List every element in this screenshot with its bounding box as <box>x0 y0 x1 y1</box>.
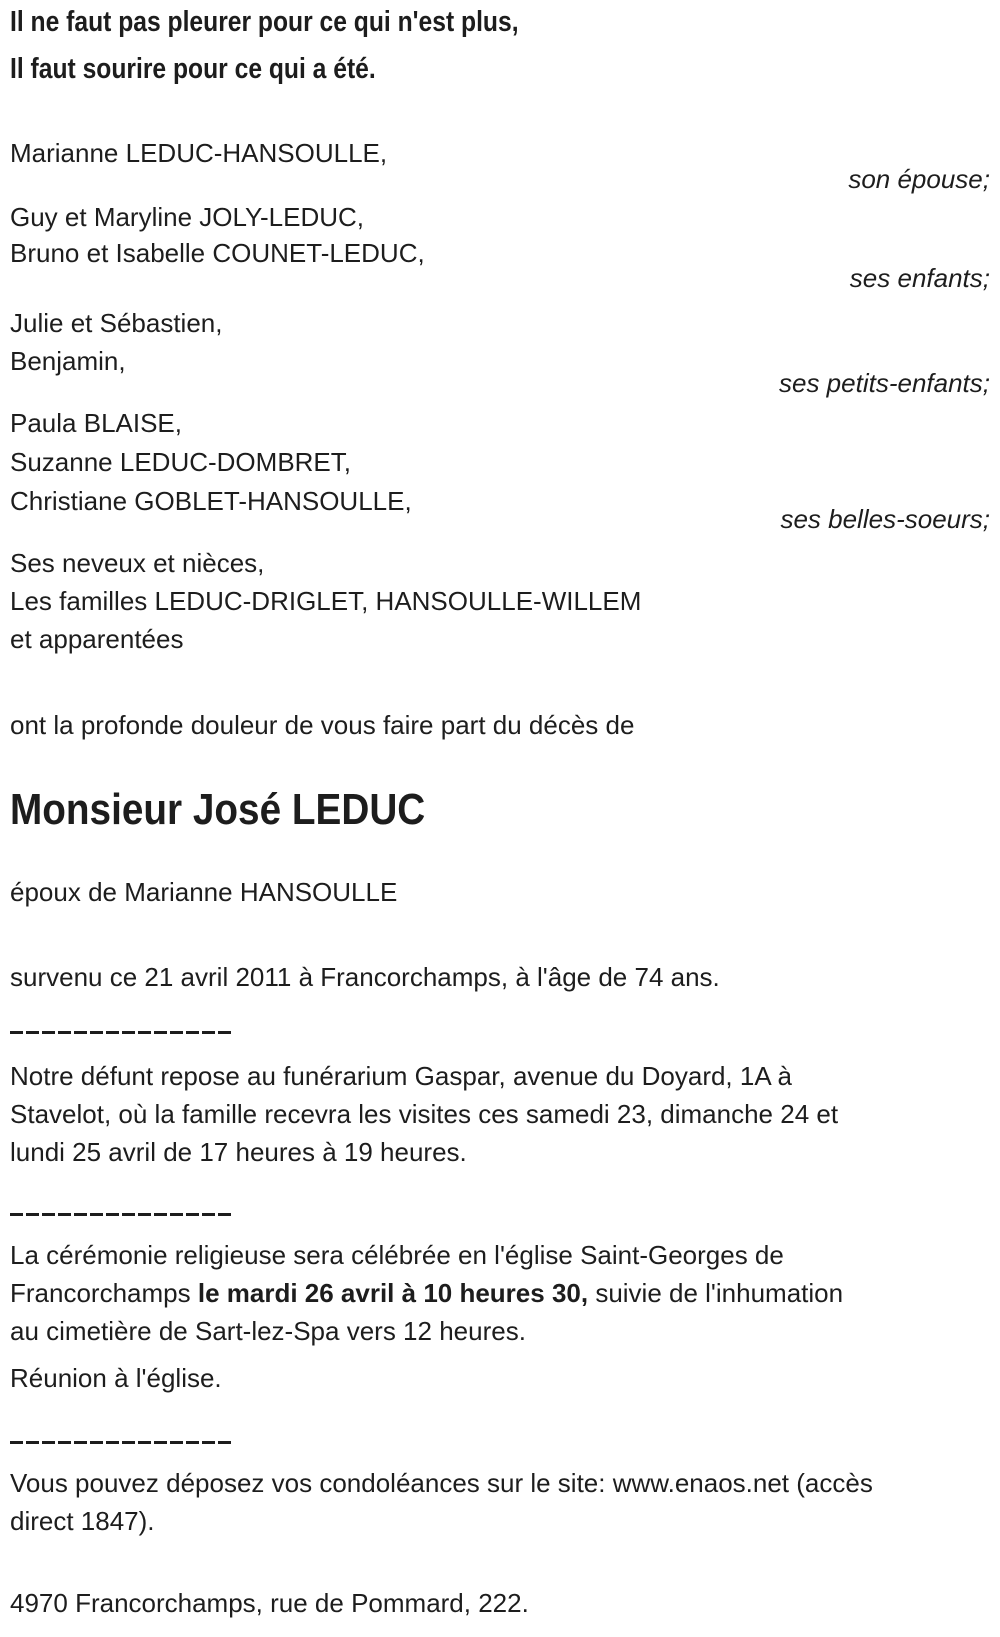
family-name: Guy et Maryline JOLY-LEDUC, <box>10 202 365 232</box>
ceremony-date-bold: le mardi 26 avril à 10 heures 30, <box>197 1278 589 1308</box>
quote-line-2: Il faut sourire pour ce qui a été. <box>10 53 376 85</box>
funeral-home-line: Stavelot, où la famille recevra les visites ces samedi 23, dimanche 24 et <box>10 1099 839 1129</box>
funeral-home-line: lundi 25 avril de 17 heures à 19 heures. <box>10 1137 467 1167</box>
spouse-line: époux de Marianne HANSOULLE <box>10 877 398 907</box>
ceremony-line <box>10 1274 990 1312</box>
family-name: Marianne LEDUC-HANSOULLE, <box>10 138 388 168</box>
ceremony-line: La cérémonie religieuse sera célébrée en l'église Saint-Georges de <box>10 1240 784 1270</box>
family-name: Les familles LEDUC-DRIGLET, HANSOULLE-WILLEM <box>10 586 642 616</box>
church-meeting-line: Réunion à l'église. <box>10 1363 222 1393</box>
family-name: et apparentées <box>10 624 184 654</box>
deceased-name-heading: Monsieur José LEDUC <box>10 785 426 834</box>
family-name: Paula BLAISE, <box>10 408 182 438</box>
condolences-line: Vous pouvez déposez vos condoléances sur le site: www.enaos.net (accès <box>10 1468 873 1498</box>
family-name: Christiane GOBLET-HANSOULLE, <box>10 486 412 516</box>
funeral-home-line: Notre défunt repose au funérarium Gaspar, avenue du Doyard, 1A à <box>10 1061 792 1091</box>
separator-line-3 <box>10 1441 232 1444</box>
family-name: Benjamin, <box>10 346 126 376</box>
separator-line-1 <box>10 1031 232 1034</box>
family-name: Suzanne LEDUC-DOMBRET, <box>10 447 351 477</box>
relation-label-children: ses enfants; <box>849 263 990 293</box>
ceremony-line: au cimetière de Sart-lez-Spa vers 12 heures. <box>10 1316 526 1346</box>
family-name: Julie et Sébastien, <box>10 308 223 338</box>
separator-line-2 <box>10 1213 232 1216</box>
quote-line-1: Il ne faut pas pleurer pour ce qui n'est plus, <box>10 6 519 38</box>
ceremony-line-pre: Francorchamps <box>10 1278 198 1308</box>
family-name: Bruno et Isabelle COUNET-LEDUC, <box>10 238 425 268</box>
condolences-line: direct 1847). <box>10 1506 155 1536</box>
relation-label-sisters-in-law: ses belles-soeurs; <box>780 504 990 534</box>
death-date-line: survenu ce 21 avril 2011 à Francorchamps, à l'âge de 74 ans. <box>10 962 720 992</box>
ceremony-line-post: suivie de l'inhumation <box>588 1278 844 1308</box>
announcement-line: ont la profonde douleur de vous faire part du décès de <box>10 710 635 740</box>
relation-label-spouse: son épouse; <box>848 164 990 194</box>
relation-label-grandchildren: ses petits-enfants; <box>779 368 990 398</box>
address-line: 4970 Francorchamps, rue de Pommard, 222. <box>10 1588 529 1618</box>
family-name: Ses neveux et nièces, <box>10 548 265 578</box>
